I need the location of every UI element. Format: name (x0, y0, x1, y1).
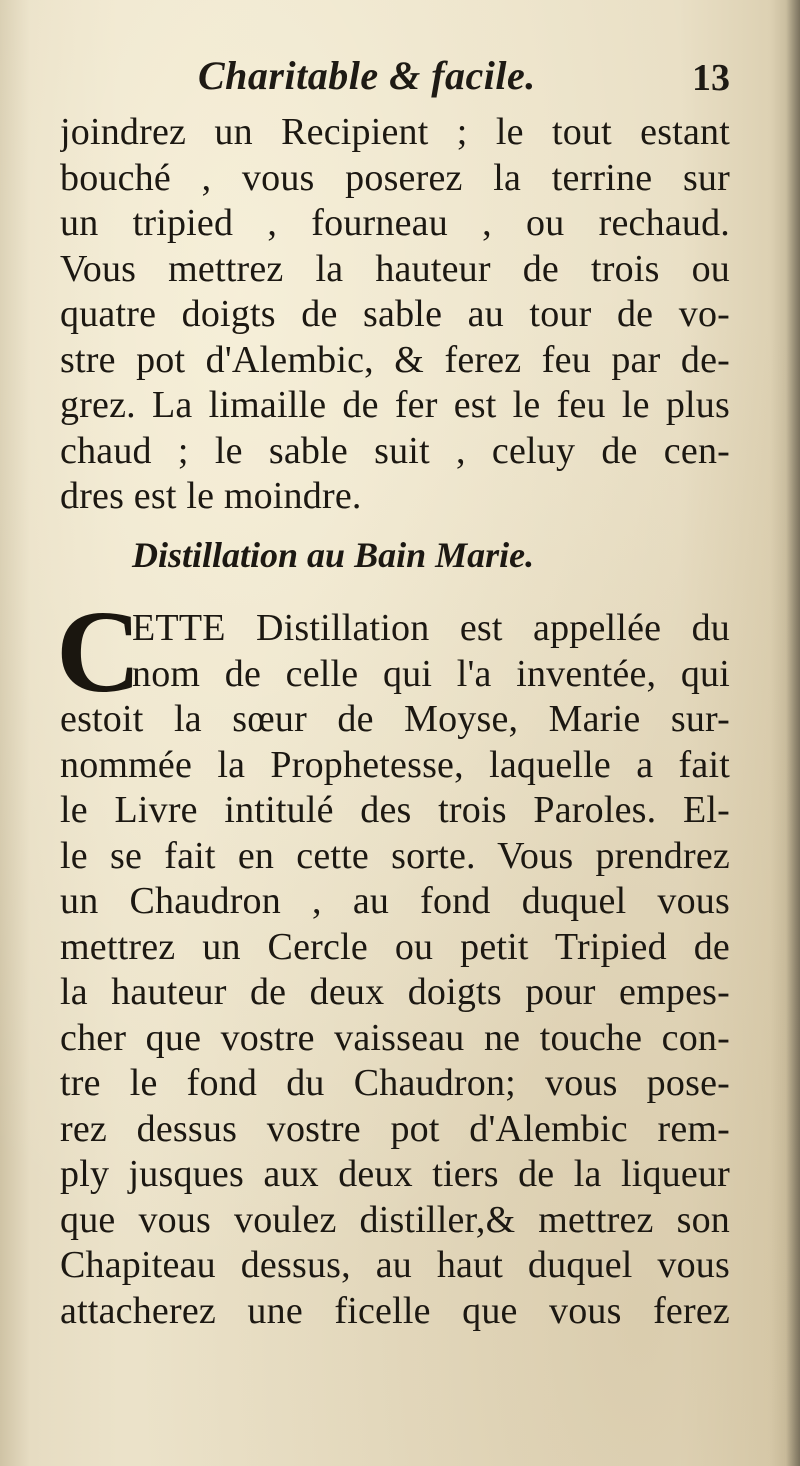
page-number: 13 (692, 57, 730, 99)
text-line: attacherez une ficelle que vous ferez (60, 1289, 730, 1332)
text-line: ply jusques aux deux tiers de la liqueur (60, 1153, 730, 1195)
text-line: joindrez un Recipient ; le tout estant (60, 111, 730, 153)
text-line: stre pot d'Alembic, & ferez feu par de- (60, 338, 730, 381)
text-line: le se fait en cette sorte. Vous prendrez (60, 834, 730, 877)
text-line: nommée la Prophetesse, laquelle a fait (60, 743, 730, 786)
text-line: Chapiteau dessus, au haut duquel vous (60, 1244, 730, 1286)
text-line: tre le fond du Chaudron; vous pose- (60, 1062, 730, 1104)
section-paragraph (60, 606, 730, 1334)
text-line: bouché , vous poserez la terrine sur (60, 156, 730, 199)
section-heading: Distillation au Bain Marie. (132, 535, 535, 575)
text-line: Vous mettrez la hauteur de trois ou (60, 247, 730, 290)
text-line: le Livre intitulé des trois Paroles. El- (60, 789, 730, 831)
running-title: Charitable & facile. (198, 53, 536, 98)
top-paragraph (60, 110, 730, 520)
text-line: grez. La limaille de fer est le feu le plus (60, 384, 730, 426)
text-line: mettrez un Cercle ou petit Tripied de (60, 925, 730, 968)
text-line: ETTE Distillation est appellée du (132, 607, 730, 649)
text-line: un Chaudron , au fond duquel vous (60, 880, 730, 922)
text-line: estoit la sœur de Moyse, Marie sur- (60, 698, 730, 740)
text-line: nom de celle qui l'a inventée, qui (132, 652, 730, 695)
page-header (60, 52, 740, 112)
text-line: la hauteur de deux doigts pour empes- (60, 971, 730, 1013)
drop-cap-initial: C (56, 586, 142, 717)
text-line: rez dessus vostre pot d'Alembic rem- (60, 1107, 730, 1150)
text-line: cher que vostre vaisseau ne touche con- (60, 1016, 730, 1059)
text-line: un tripied , fourneau , ou rechaud. (60, 202, 730, 244)
page-edge-shadow (786, 0, 800, 1466)
text-line: dres est le moindre. (60, 475, 362, 517)
text-line: que vous voulez distiller,& mettrez son (60, 1198, 730, 1241)
text-line: quatre doigts de sable au tour de vo- (60, 293, 730, 335)
text-line: chaud ; le sable suit , celuy de cen- (60, 429, 730, 472)
